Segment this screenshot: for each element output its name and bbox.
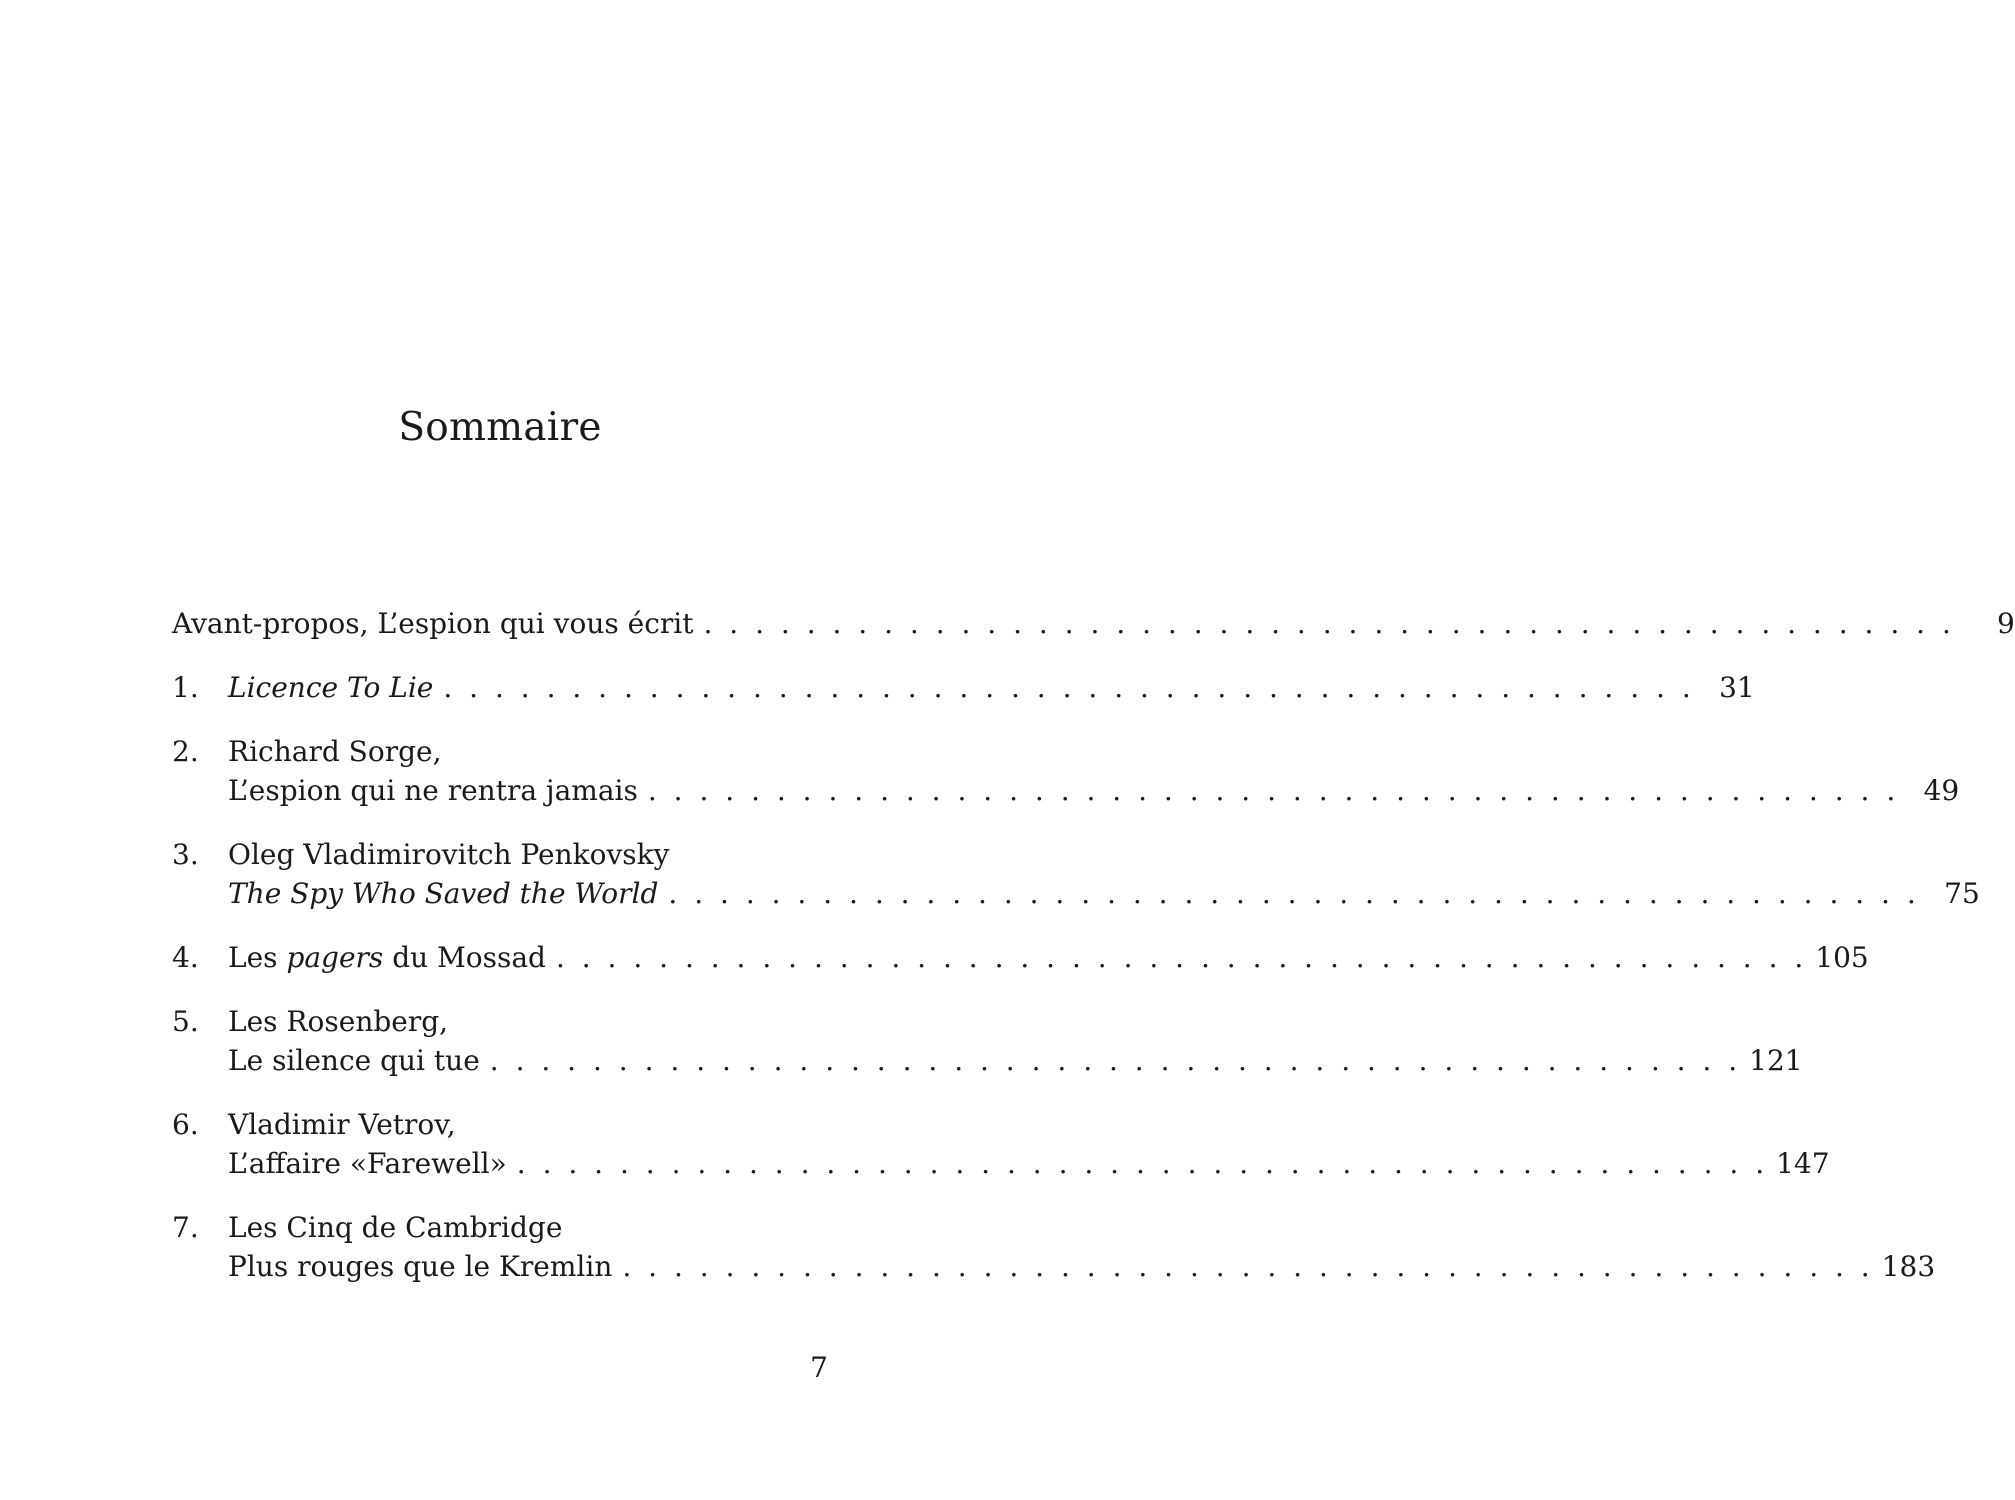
toc-entry-page: 121: [1749, 1044, 1803, 1077]
toc-entry-subtitle: The Spy Who Saved the World: [228, 877, 659, 910]
toc-entry-number: 4.: [172, 941, 199, 974]
toc-entry-6: [172, 1105, 1830, 1183]
toc-entry-subtitle: L’espion qui ne rentra jamais: [228, 774, 638, 807]
toc-entry-number: 1.: [172, 671, 199, 704]
toc-entry-subtitle: Le silence qui tue: [228, 1044, 480, 1077]
toc-entry-2: [172, 732, 1960, 810]
toc-entry-4: [172, 938, 1869, 977]
page-title: Sommaire: [398, 405, 602, 450]
toc-entry-page: 147: [1776, 1147, 1830, 1180]
toc-title-italic-part: pagers: [286, 941, 384, 974]
toc-entry-number: 6.: [172, 1108, 199, 1141]
dot-leader: . . . . . . . . . . . . . . . . . . . . . . . . . . . . . . . . . . . . . . . . . . . . . . . . .: [668, 877, 1920, 910]
toc-entry-1: [172, 668, 1755, 707]
toc-entry-title: Vladimir Vetrov,: [228, 1108, 456, 1141]
toc-entry-page: 49: [1923, 774, 1960, 807]
toc-entry-avant-propos: [172, 604, 2015, 643]
toc-title-part: du Mossad: [383, 941, 546, 974]
toc-entry-3: [172, 835, 1980, 913]
toc-entry-title: Avant-propos, L’espion qui vous écrit: [172, 607, 694, 640]
toc-entry-title: Licence To Lie: [228, 671, 434, 704]
toc-title-part: Les: [228, 941, 287, 974]
page-number: 7: [810, 1351, 828, 1384]
dot-leader: . . . . . . . . . . . . . . . . . . . . . . . . . . . . . . . . . . . . . . . . . . . . . . . . .: [443, 671, 1695, 704]
toc-entry-title: Les Cinq de Cambridge: [228, 1211, 563, 1244]
toc-entry-page: 183: [1881, 1250, 1936, 1283]
dot-leader: . . . . . . . . . . . . . . . . . . . . . . . . . . . . . . . . . . . . . . . . . . . . . . . . .: [555, 941, 1808, 974]
toc-entry-title: Oleg Vladimirovitch Penkovsky: [228, 838, 670, 871]
toc-entry-subtitle: L’affaire «Farewell»: [228, 1147, 507, 1180]
toc-entry-number: 2.: [172, 735, 199, 768]
toc-entry-page: 9: [1997, 607, 2015, 640]
dot-leader: . . . . . . . . . . . . . . . . . . . . . . . . . . . . . . . . . . . . . . . . . . . . . . . . .: [703, 607, 1955, 640]
dot-leader: . . . . . . . . . . . . . . . . . . . . . . . . . . . . . . . . . . . . . . . . . . . . . . . . .: [516, 1147, 1769, 1180]
dot-leader: . . . . . . . . . . . . . . . . . . . . . . . . . . . . . . . . . . . . . . . . . . . . . . . . .: [647, 774, 1900, 807]
toc-entry-7: [172, 1208, 1936, 1286]
toc-entry-5: [172, 1002, 1803, 1080]
toc-entry-title: Richard Sorge,: [228, 735, 442, 768]
toc-entry-title: Les Rosenberg,: [228, 1005, 449, 1038]
table-of-contents: [172, 604, 2015, 1311]
toc-entry-page: 105: [1815, 941, 1869, 974]
toc-entry-title: [228, 938, 546, 977]
dot-leader: . . . . . . . . . . . . . . . . . . . . . . . . . . . . . . . . . . . . . . . . . . . . . . . . .: [489, 1044, 1742, 1077]
toc-entry-number: 5.: [172, 1005, 199, 1038]
toc-entry-page: 31: [1719, 671, 1755, 704]
toc-entry-number: 7.: [172, 1211, 199, 1244]
toc-entry-number: 3.: [172, 838, 199, 871]
dot-leader: . . . . . . . . . . . . . . . . . . . . . . . . . . . . . . . . . . . . . . . . . . . . . . . . .: [622, 1250, 1874, 1283]
toc-entry-subtitle: Plus rouges que le Kremlin: [228, 1250, 613, 1283]
toc-entry-page: 75: [1944, 877, 1980, 910]
